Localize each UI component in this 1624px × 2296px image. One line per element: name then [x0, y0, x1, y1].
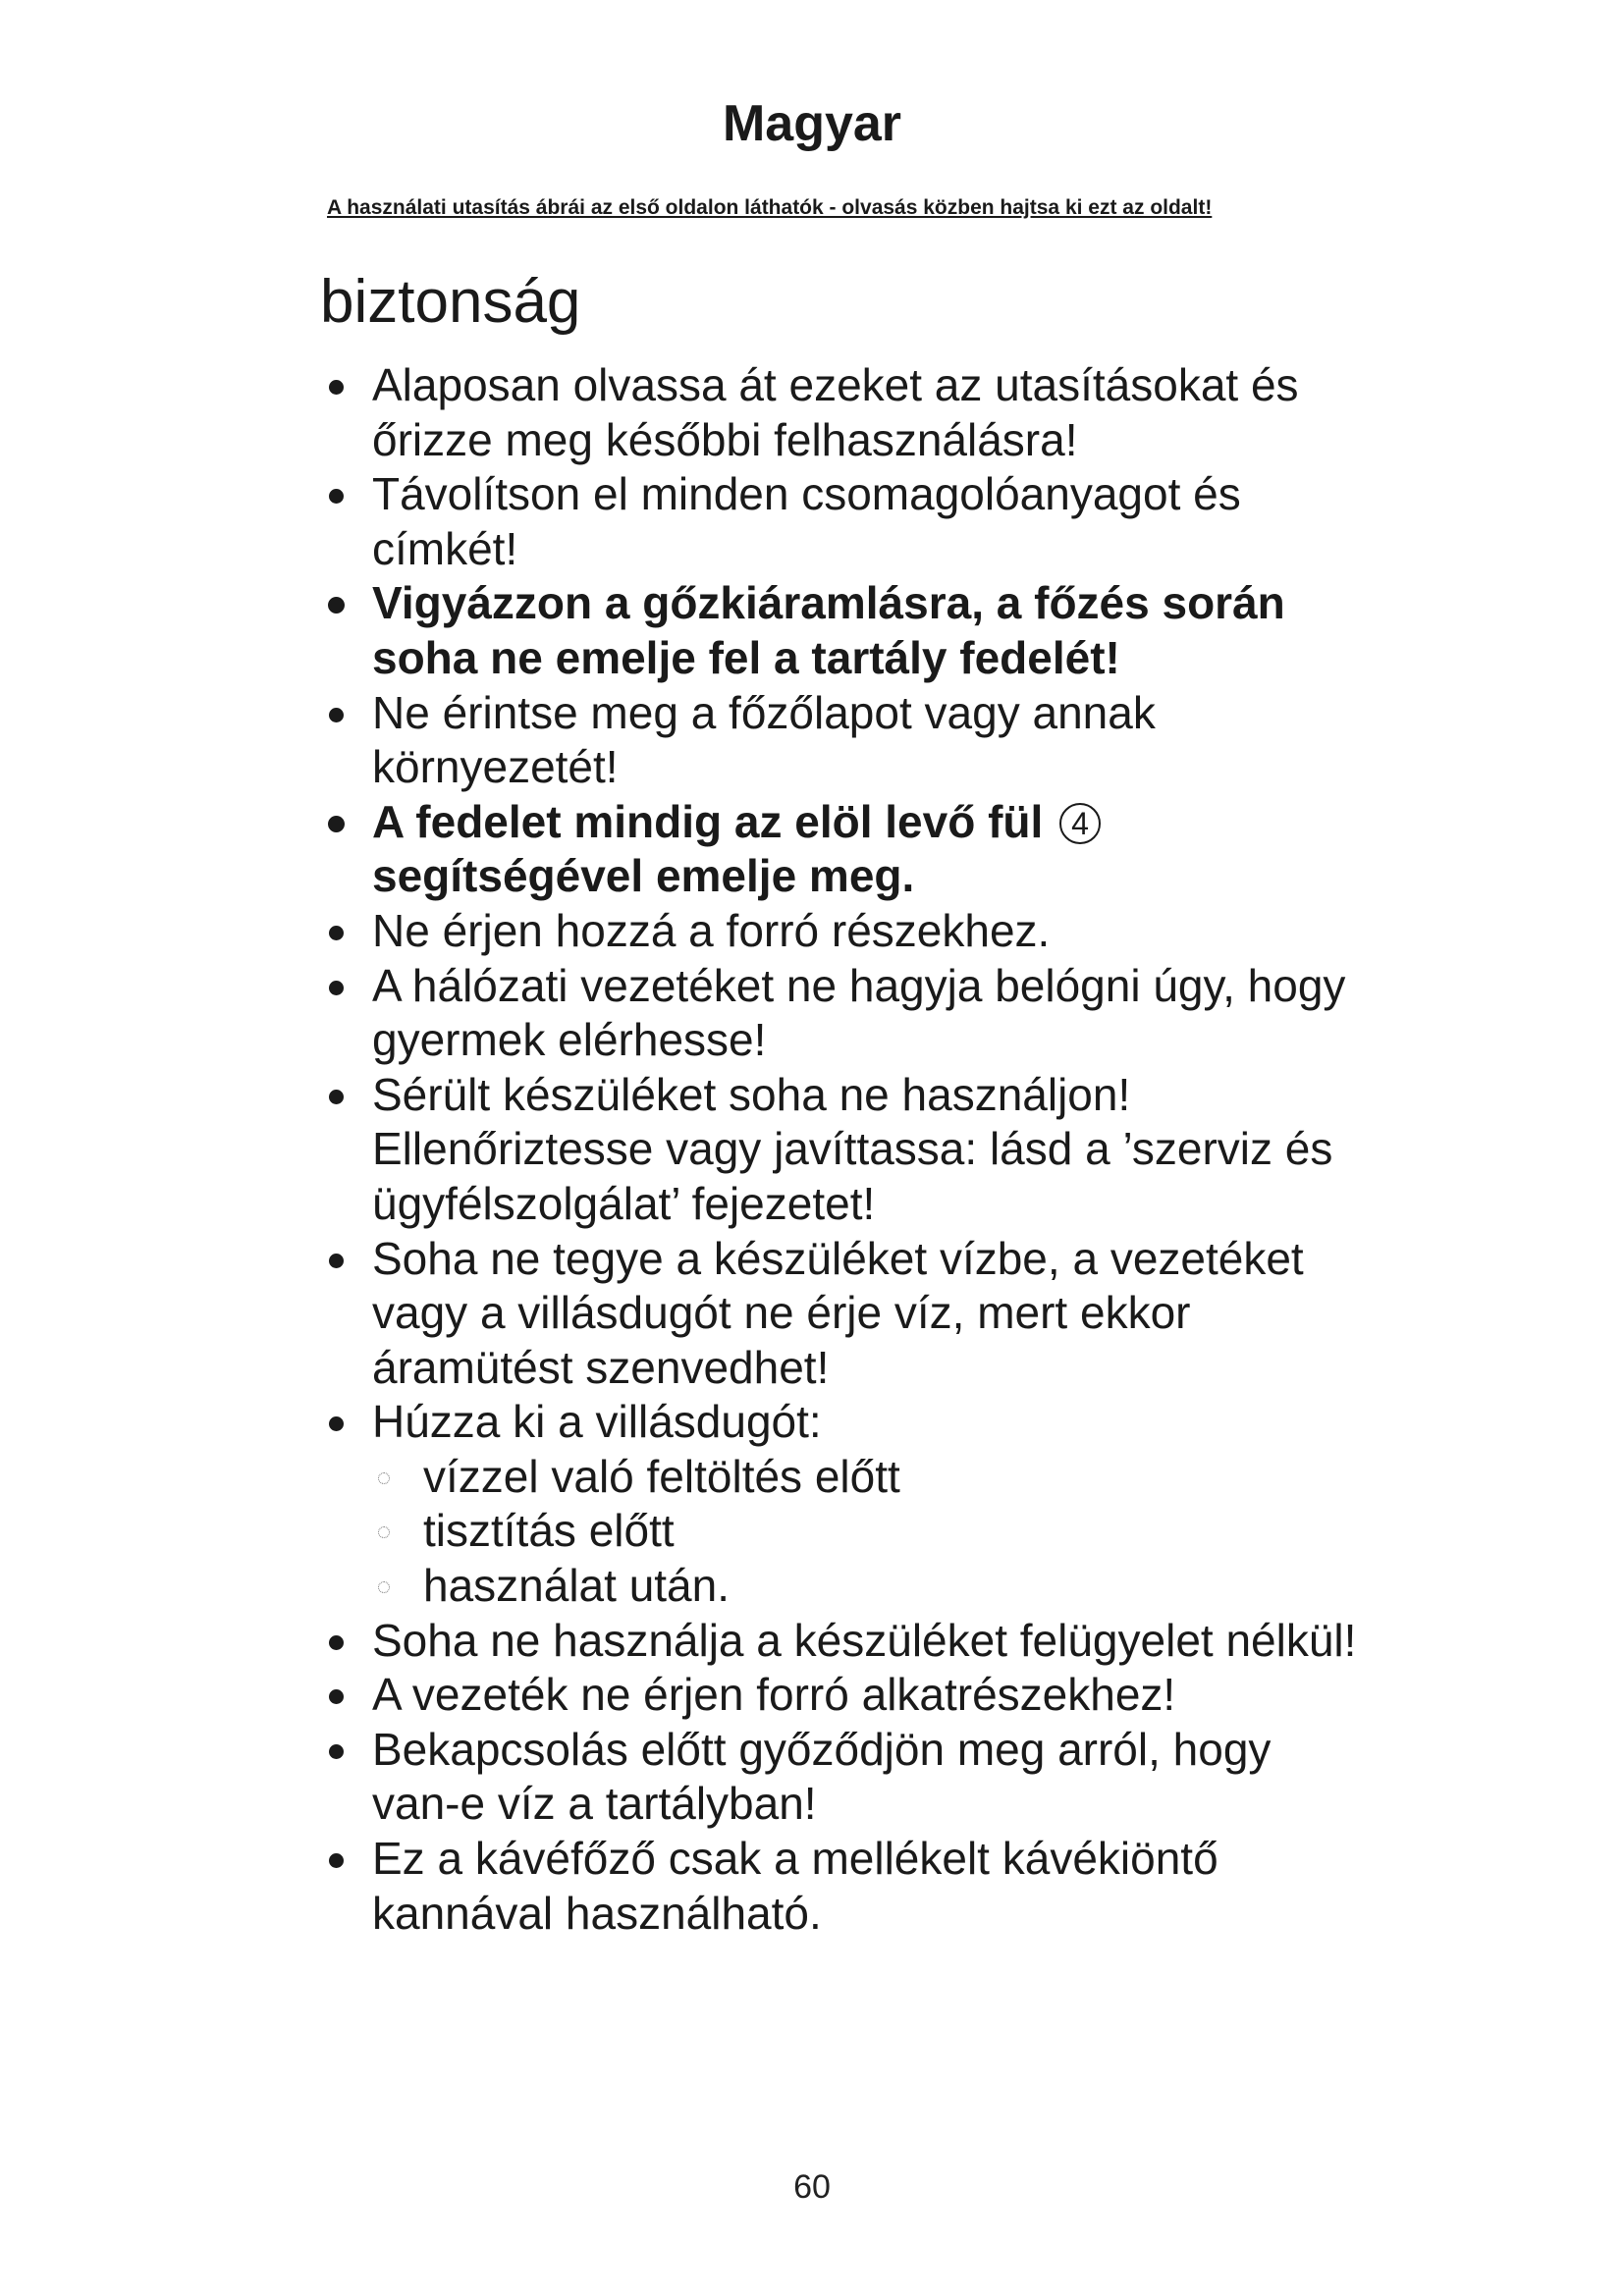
list-item-text: Húzza ki a villásdugót: — [372, 1396, 822, 1448]
unplug-sublist — [372, 1450, 1361, 1614]
list-item-text: Távolítson el minden csomagolóanyagot és címkét! — [372, 468, 1241, 574]
bullet-icon — [329, 708, 344, 722]
list-item-text: A fedelet mindig az elöl levő fül — [372, 795, 1044, 847]
list-item-text: A vezeték ne érjen forró alkatrészekhez! — [372, 1669, 1176, 1721]
subtitle-container — [327, 194, 1365, 224]
list-item — [320, 1068, 1361, 1232]
bullet-icon — [329, 981, 344, 995]
fold-out-notice: A használati utasítás ábrái az első oldalon láthatók - olvasás közben hajtsa ki ezt az oldalt! — [327, 196, 1213, 219]
bullet-icon — [329, 1689, 344, 1704]
bullet-icon — [328, 816, 345, 832]
sublist-item-text: tisztítás előtt — [423, 1505, 675, 1557]
bullet-icon — [329, 1254, 344, 1268]
list-item-text: Sérült készüléket soha ne használjon! Ellenőriztesse vagy javíttassa: lásd a ’szerviz és ügyfélszolgálat’ fejezetet! — [372, 1068, 1333, 1229]
list-item-warning — [320, 576, 1361, 685]
list-item-text: Ne érjen hozzá a forró részekhez. — [372, 904, 1051, 956]
list-item-text: A hálózati vezetéket ne hagyja belógni úgy, hogy gyermek elérhesse! — [372, 959, 1346, 1066]
list-item — [320, 467, 1361, 576]
bullet-icon — [329, 380, 344, 395]
list-item-text: Vigyázzon a gőzkiáramlásra, a főzés során soha ne emelje fel a tartály fedelét! — [372, 577, 1285, 683]
list-item — [320, 1723, 1361, 1832]
list-item — [320, 686, 1361, 795]
hollow-bullet-icon — [378, 1526, 390, 1538]
bullet-icon — [329, 1635, 344, 1650]
bullet-icon — [329, 489, 344, 504]
safety-list — [320, 358, 1361, 1941]
list-item — [320, 959, 1361, 1068]
bullet-icon — [328, 597, 345, 614]
hollow-bullet-icon — [378, 1581, 390, 1593]
list-item — [320, 1614, 1361, 1669]
bullet-icon — [329, 1744, 344, 1759]
bullet-icon — [329, 1853, 344, 1868]
sublist-item-text: használat után. — [423, 1560, 731, 1612]
bullet-icon — [329, 926, 344, 940]
language-heading: Magyar — [722, 95, 902, 152]
list-item-text: Soha ne tegye a készüléket vízbe, a vezetéket vagy a villásdugót ne érje víz, mert ekkor áramütést szenvedhet! — [372, 1232, 1304, 1393]
sublist-item — [372, 1504, 1361, 1559]
list-item — [320, 904, 1361, 959]
list-item-text: Bekapcsolás előtt győződjön meg arról, hogy van-e víz a tartályban! — [372, 1723, 1272, 1830]
list-item — [320, 358, 1361, 467]
list-item — [320, 1395, 1361, 1613]
page-number: 60 — [793, 2168, 831, 2206]
list-item-text-continued: segítségével emelje meg. — [372, 850, 915, 902]
bullet-icon — [329, 1416, 344, 1431]
sublist-item — [372, 1450, 1361, 1505]
list-item — [320, 1832, 1361, 1941]
list-item — [320, 1668, 1361, 1723]
bullet-icon — [329, 1090, 344, 1104]
list-item-warning — [320, 795, 1361, 904]
sublist-item — [372, 1559, 1361, 1614]
list-item-text: Ne érintse meg a főzőlapot vagy annak környezetét! — [372, 686, 1156, 793]
list-item-text: Soha ne használja a készüléket felügyelet nélkül! — [372, 1614, 1357, 1666]
list-item-text: Ez a kávéfőző csak a mellékelt kávékiöntő kannával használható. — [372, 1833, 1218, 1939]
section-title: biztonság — [320, 268, 581, 336]
list-item-text: Alaposan olvassa át ezeket az utasításokat és őrizze meg későbbi felhasználásra! — [372, 359, 1299, 465]
figure-reference-number: 4 — [1059, 803, 1101, 844]
list-item — [320, 1232, 1361, 1396]
hollow-bullet-icon — [378, 1472, 390, 1484]
sublist-item-text: vízzel való feltöltés előtt — [423, 1450, 900, 1502]
